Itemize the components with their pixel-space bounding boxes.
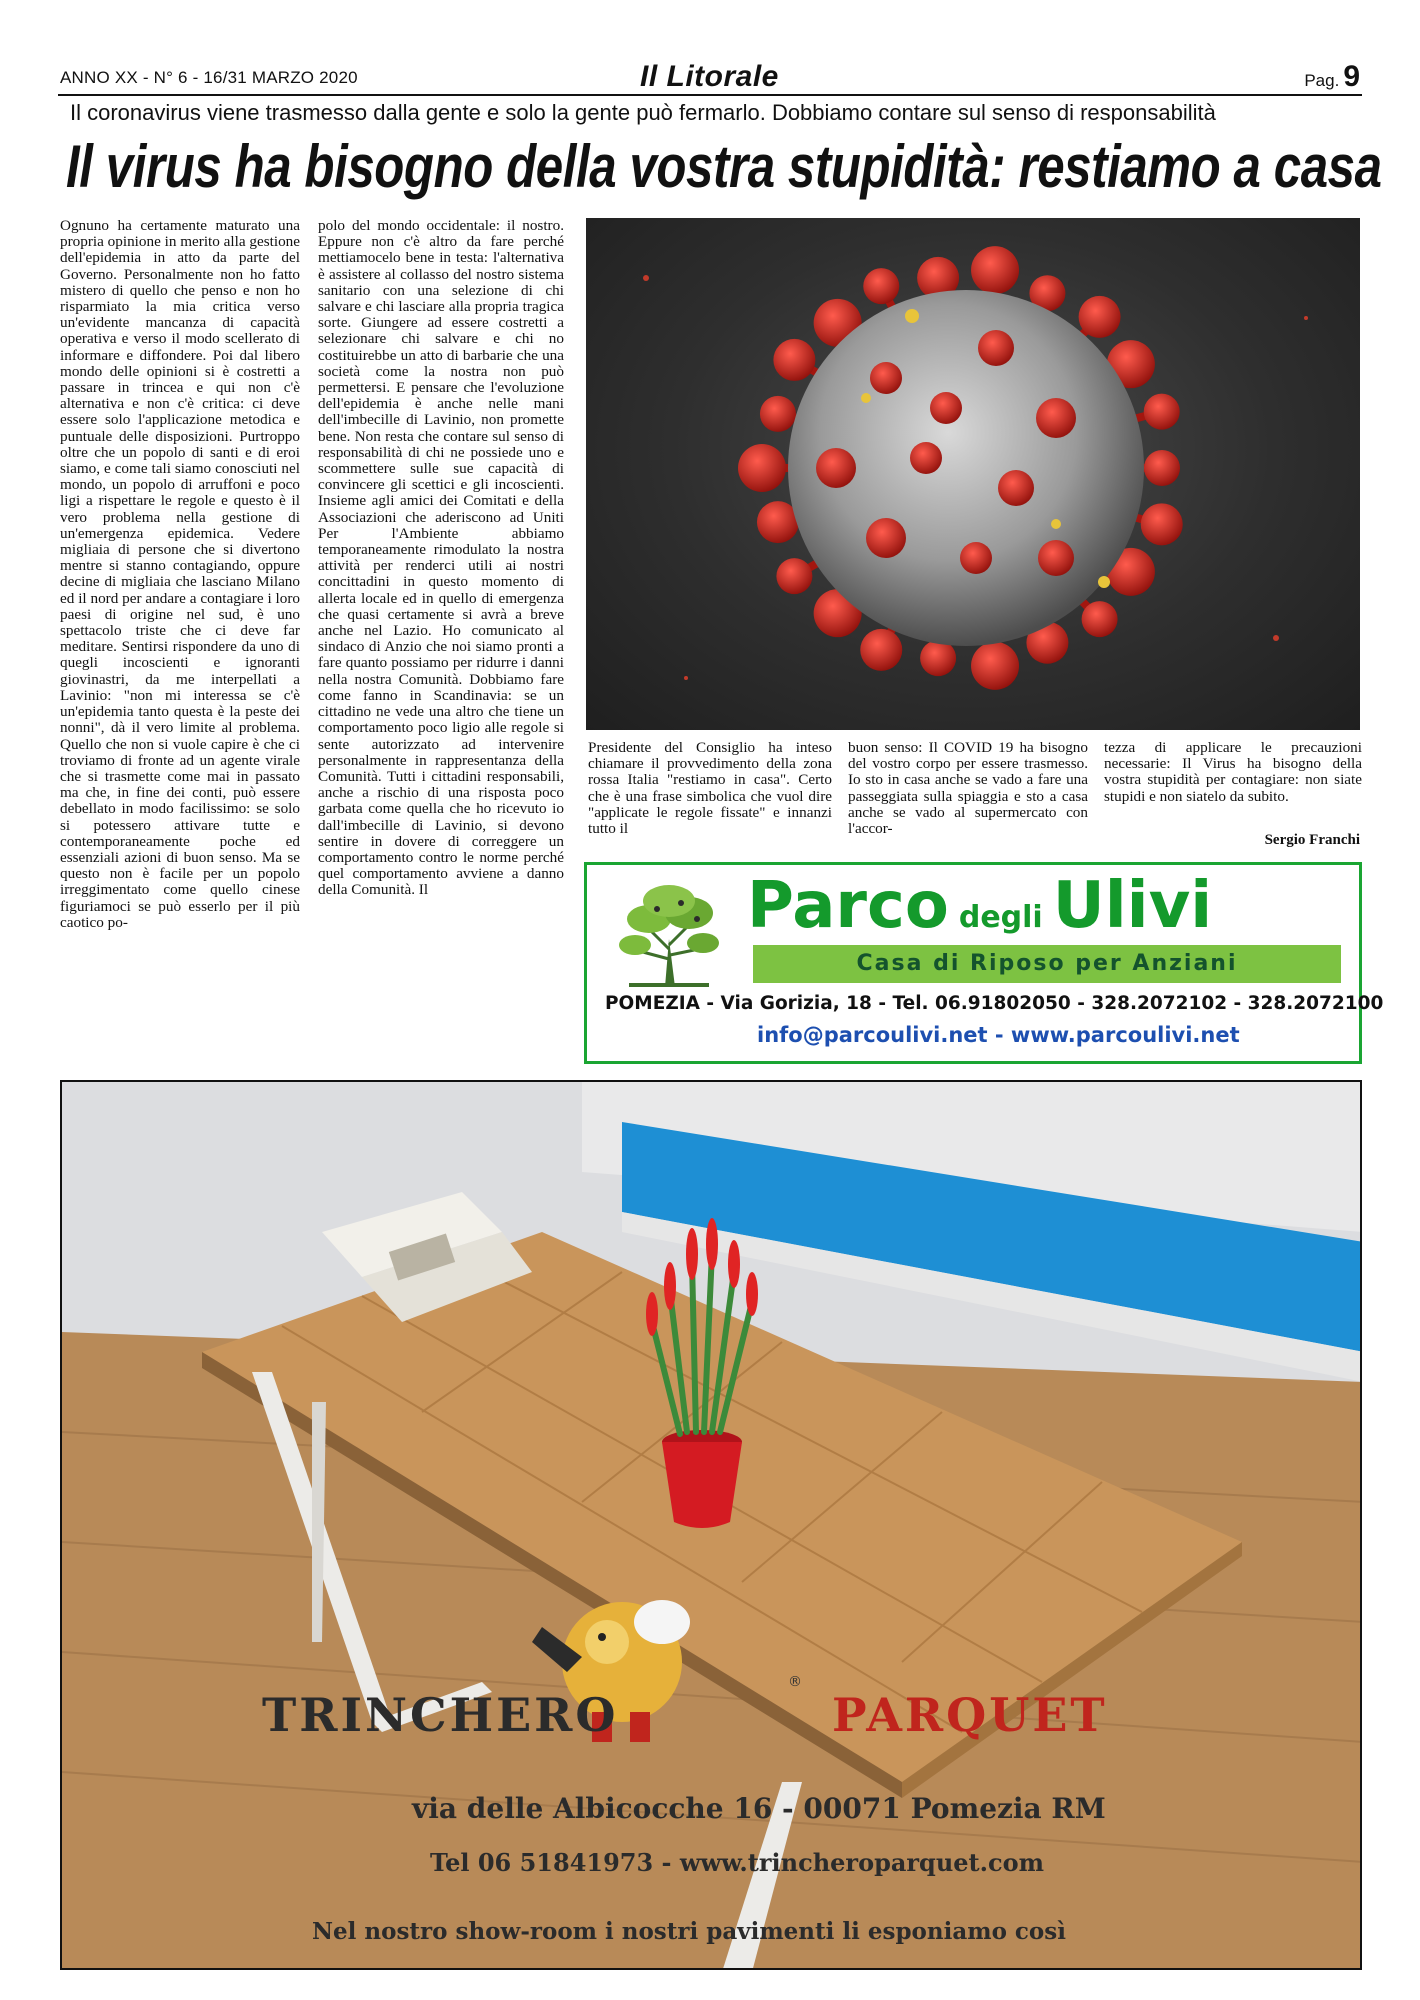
header-rule (58, 94, 1362, 96)
article-column-2: polo del mondo occidentale: il nostro. Eppure non c'è altro da fare perché mettiamocelo bene in testa: l'alternativa è assistere al collasso del nostro sistema sanitario con una selezione di chi salvare e chi lasciare alla propria tragica sorte. Giungere ad essere costretti a selezionare chi salvare e chi no costituirebbe un atto di barbarie che una società come la nostra non può permettersi. E pensare che l'evoluzione dell'epidemia è anche nelle mani dell'imbecille di Lavinio, non promette bene. Non resta che contare sul senso di responsabilità di chi ne possiede uno e scommettere sulle sue capacità di convincere gli scettici e gli incoscienti. Insieme agli amici dei Comitati e della Associazioni che aderiscono ad Uniti Per l'Ambiente abbiamo temporaneamente rimodulato la nostra attività per renderci utili ai nostri concittadini in questo momento di allerta locale ed in quello di emergenza che quasi certamente si avrà a breve anche nel Lazio. Ho comunicato al sindaco di Anzio che noi siamo pronti a fare quanto possiamo per ridurre i danni nella nostra Comunità. Dobbiamo fare come fanno in Scandinavia: se un cittadino ne vede una altro che tiene un comportamento poco ligio alle regole si sente autorizzato ad intervenire personalmente in rappresentanza della Comunità. Tutti i cittadini responsabili, anche a rischio di una risposta poco garbata come quella che ho ricevuto io dall'imbecille di Lavinio, si devono sentire in dovere di correggere un comportamento contro le norme perché quel comportamento avviene a danno della Comunità. Il (318, 217, 564, 899)
spike-protein (866, 518, 906, 558)
registered-mark: ® (788, 1674, 802, 1690)
spike-protein (960, 542, 992, 574)
spike-protein (978, 330, 1014, 366)
article-column-1: Ognuno ha certamente maturato una propria opinione in merito alla gestione dell'epidemia in atto da parte del Governo. Personalmente non ho fatto mistero di quello che penso e non ho risparmiato la mia critica verso un'evidente mancanza di capacità operativa e verso il modo scellerato di informare e diffondere. Poi dal libero mondo delle opinioni si è costretti a passare in trincea e qui non c'è alternativa e non c'è critica: ci deve essere solo l'applicazione metodica e puntuale delle disposizioni. Purtroppo oltre che un popolo di santi e di eroi siamo, e come tali siamo conosciuti nel mondo, un popolo di arruffoni e poco ligi a rispettare le regole e questo è il vero problema nella gestione di un'emergenza epidemica. Vedere migliaia di persone che si divertono mentre si stanno contagiando, oppure decine di migliaia che lasciano Milano ed il nord per andare a contagiare i loro paesi di origine nel sud, è uno spettacolo triste che ci deve far meditare. Sentirsi rispondere da uno di quegli incoscienti e ignoranti giovinastri, da me interpellati a Lavinio: "non mi interessa se c'è un'epidemia tanto questa è la peste dei nonni", dà il vero limite al problema. Quello che non si vuole capire è che ci troviamo di fronte ad un agente virale che si trasmette come mai in passato ma che, in fine dei conti, può essere debellato in modo facilissimo: se solo si potessero attivare tutte e contemporaneamente poche ed essenziali azioni di buon senso. Ma se questo non è facile per un popolo irreggimentato come quello cinese figuriamoci se può esserlo per il più caotico po- (60, 217, 300, 931)
article-headline: Il virus ha bisogno della vostra stupidità: restiamo a casa (66, 133, 1382, 200)
spike-protein (1038, 540, 1074, 576)
trinchero-contact[interactable]: Tel 06 51841973 - www.trincheroparquet.com (430, 1848, 1045, 1877)
parco-degli-ulivi-ad[interactable] (584, 862, 1384, 1064)
virus-graphic (586, 218, 1360, 730)
parco-title (747, 869, 1212, 943)
parco-title-b: degli (958, 900, 1043, 935)
spike-protein (998, 470, 1034, 506)
spike-protein (1077, 596, 1117, 637)
spike-protein (870, 362, 902, 394)
parquet-brand: PARQUET (832, 1688, 1108, 1742)
spike-protein (1077, 296, 1120, 340)
article-column-5: tezza di applicare le precauzioni necessarie: Il Virus ha bisogno della vostra stupidità per contagiare: non siate stupidi e non siatelo da subito. (1104, 739, 1362, 805)
spike-protein (816, 448, 856, 488)
masthead: Il Litorale (640, 60, 779, 93)
issue-line: ANNO XX - N° 6 - 16/31 MARZO 2020 (60, 68, 358, 87)
trinchero-brand: TRINCHERO (262, 1688, 619, 1742)
showroom-photo (62, 1082, 1362, 1970)
page-label: Pag. (1304, 71, 1340, 90)
trinchero-tagline: Nel nostro show-room i nostri pavimenti li esponiamo così (312, 1918, 1066, 1945)
coronavirus-illustration (586, 218, 1360, 730)
trinchero-address: via delle Albicocche 16 - 00071 Pomezia RM (412, 1792, 1106, 1825)
parco-web-link[interactable]: info@parcoulivi.net - www.parcoulivi.net (757, 1023, 1240, 1047)
spike-protein (910, 442, 942, 474)
parco-title-a: Parco (747, 869, 949, 943)
parco-title-c: Ulivi (1052, 869, 1213, 943)
article-column-4: buon senso: Il COVID 19 ha bisogno del vostro corpo per essere trasmesso. Io sto in casa anche se vado a fare una passeggiata sulla spiaggia e sto a casa anche se vado al supermercato con l'accor- (848, 739, 1088, 838)
article-column-3: Presidente del Consiglio ha inteso chiamare il provvedimento della zona rossa Italia "restiamo in casa". Certo che è una frase simbolica che vuol dire "applicate le regole fissate" e innanzi tutto il (588, 739, 832, 838)
spike-protein (738, 444, 796, 492)
parco-subtitle: Casa di Riposo per Anziani (753, 945, 1341, 983)
trinchero-parquet-ad[interactable] (60, 1080, 1362, 1970)
page-number-block (1304, 60, 1360, 94)
article-byline: Sergio Franchi (1264, 832, 1360, 848)
olive-tree-icon (609, 879, 729, 989)
spike-protein (1036, 398, 1076, 438)
parco-address: POMEZIA - Via Gorizia, 18 - Tel. 06.91802050 - 328.2072102 - 328.2072100 (605, 993, 1384, 1014)
page-number: 9 (1343, 60, 1360, 93)
spike-protein (930, 392, 962, 424)
article-kicker: Il coronavirus viene trasmesso dalla gente e solo la gente può fermarlo. Dobbiamo contare sul senso di responsabilità (70, 100, 1216, 125)
